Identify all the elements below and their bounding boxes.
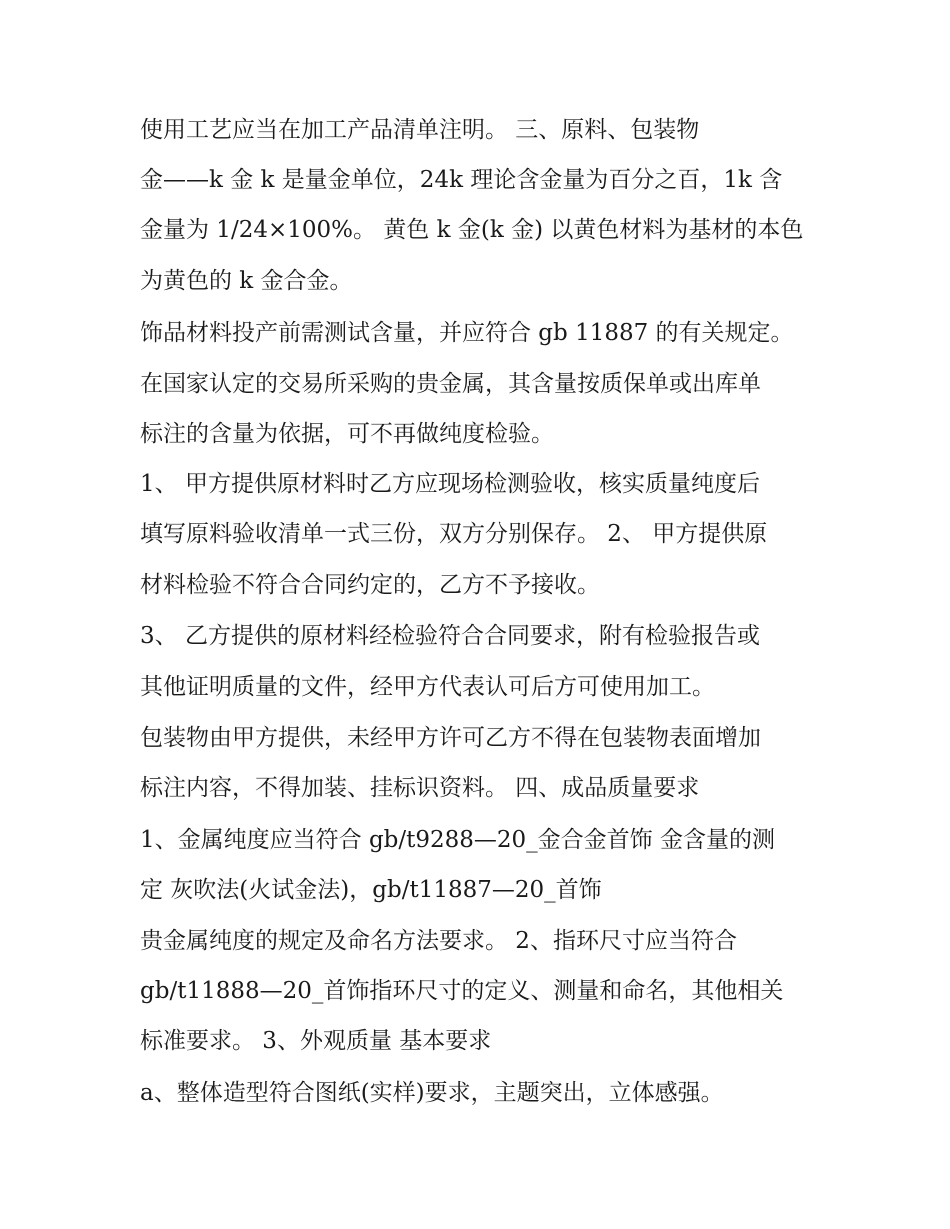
- text-line: 标注的含量为依据，可不再做纯度检验。: [140, 421, 554, 447]
- text-line: 1、 甲方提供原材料时乙方应现场检测验收，核实质量纯度后: [140, 471, 760, 497]
- text-line: 其他证明质量的文件，经甲方代表认可后方可使用加工。: [140, 674, 715, 700]
- text-line: 使用工艺应当在加工产品清单注明。 三、原料、包装物: [140, 117, 700, 143]
- text-line: 材料检验不符合合同约定的，乙方不予接收。: [140, 572, 600, 598]
- text-line: 饰品材料投产前需测试含量，并应符合 gb 11887 的有关规定。: [140, 320, 794, 346]
- text-line: 填写原料验收清单一式三份，双方分别保存。 2、 甲方提供原: [140, 521, 768, 547]
- text-line: 金——k 金 k 是量金单位，24k 理论含金量为百分之百，1k 含: [140, 167, 783, 193]
- text-line: a、整体造型符合图纸(实样)要求，主题突出，立体感强。: [140, 1080, 724, 1106]
- text-line: 金量为 1/24×100%。 黄色 k 金(k 金) 以黄色材料为基材的本色: [140, 217, 804, 243]
- text-line: gb/t11888—20_首饰指环尺寸的定义、测量和命名，其他相关: [140, 978, 784, 1004]
- text-line: 贵金属纯度的规定及命名方法要求。 2、指环尺寸应当符合: [140, 928, 737, 954]
- text-line: 为黄色的 k 金合金。: [140, 268, 353, 294]
- text-line: 包装物由甲方提供，未经甲方许可乙方不得在包装物表面增加: [140, 725, 761, 751]
- text-line: 3、 乙方提供的原材料经检验符合合同要求，附有检验报告或: [140, 623, 760, 649]
- text-line: 1、金属纯度应当符合 gb/t9288—20_金合金首饰 金含量的测: [140, 827, 775, 853]
- text-line: 标注内容，不得加装、挂标识资料。 四、成品质量要求: [140, 775, 700, 801]
- text-line: 在国家认定的交易所采购的贵金属，其含量按质保单或出库单: [140, 371, 761, 397]
- text-line: 定 灰吹法(火试金法)，gb/t11887—20_首饰: [140, 877, 602, 903]
- text-line: 标准要求。 3、外观质量 基本要求: [140, 1028, 492, 1054]
